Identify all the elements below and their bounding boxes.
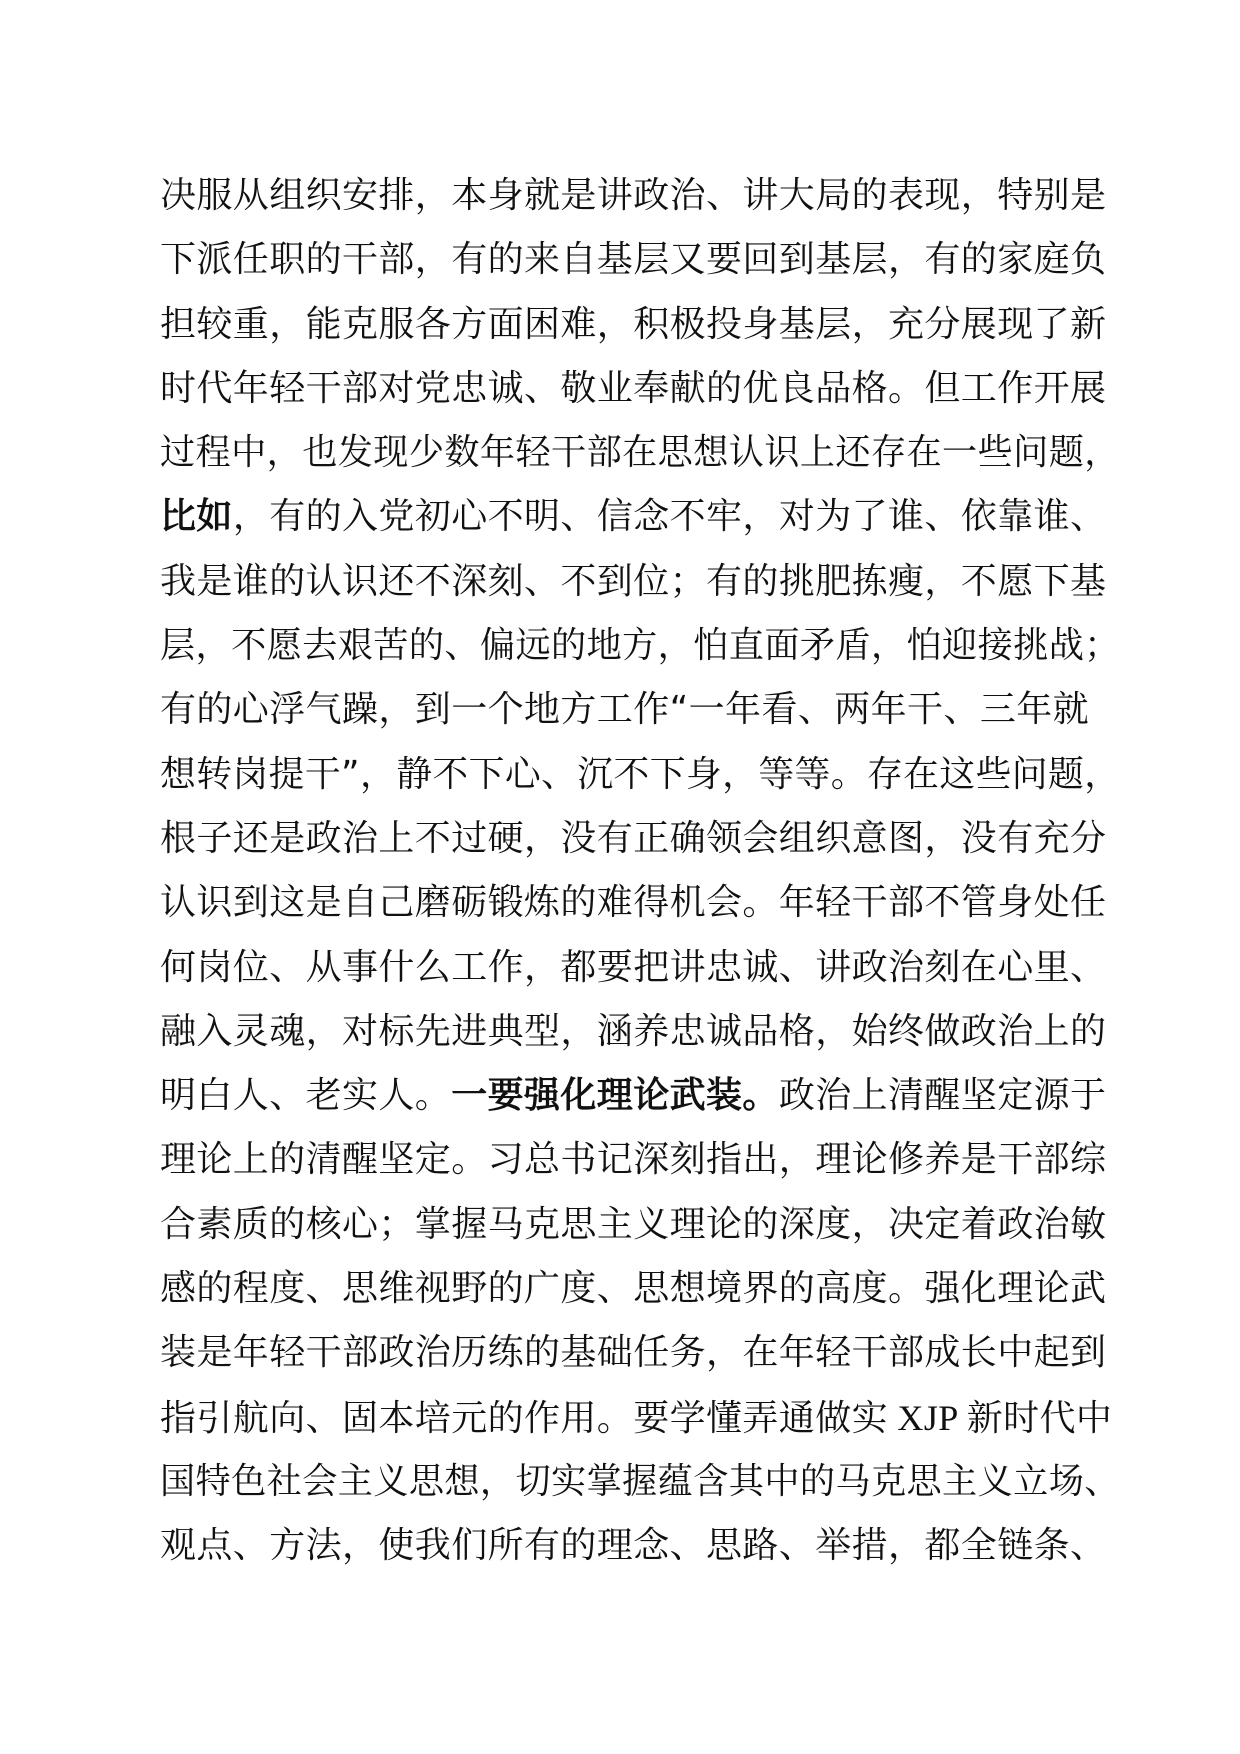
text-run: 指引航向、固本培元的作用。要学懂弄通做实: [160, 1397, 889, 1439]
text-line: [160, 936, 1120, 1000]
text-run: 装是年轻干部政治历练的基础任务，在年轻干部成长中起到: [160, 1332, 1107, 1374]
text-line: [160, 1128, 1120, 1192]
bold-run: 比如: [160, 496, 233, 538]
text-run: 新时代中: [966, 1397, 1113, 1439]
text-run: 想转岗提干”，静不下心、沉不下身，等等。存在这些问题，: [160, 753, 1121, 795]
text-run: 明白人、老实人。: [160, 1075, 452, 1117]
text-line: [160, 357, 1120, 421]
text-line: [160, 678, 1120, 742]
text-run: 时代年轻干部对党忠诚、敬业奉献的优良品格。但工作开展: [160, 367, 1107, 409]
text-run: 观点、方法，使我们所有的理念、思路、举措，都全链条、: [160, 1525, 1107, 1567]
text-line: [160, 743, 1121, 807]
text-line: [160, 1514, 1120, 1578]
text-run: 合素质的核心；掌握马克思主义理论的深度，决定着政治敏: [160, 1203, 1107, 1245]
text-line: [160, 1064, 1120, 1128]
text-line: [160, 614, 1120, 678]
text-run: 我是谁的认识还不深刻、不到位；有的挑肥拣瘦，不愿下基: [160, 560, 1107, 602]
bold-run: 一要强化理论武装。: [451, 1075, 779, 1117]
text-line: [160, 871, 1120, 935]
text-run: ，有的入党初心不明、信念不牢，对为了谁、依靠谁、: [232, 496, 1107, 538]
text-line: [160, 293, 1120, 357]
text-line: [160, 1193, 1120, 1257]
text-line: [160, 807, 1120, 871]
text-line: [160, 228, 1120, 292]
latin-run: XJP: [888, 1397, 967, 1438]
text-run: 过程中，也发现少数年轻干部在思想认识上还存在一些问题，: [160, 432, 1120, 474]
text-line: [160, 164, 1120, 228]
text-run: 认识到这是自己磨砺锻炼的难得机会。年轻干部不管身处任: [160, 882, 1107, 924]
text-line: [160, 1321, 1120, 1385]
body-paragraph: [160, 164, 1120, 1579]
text-line: [160, 1386, 1120, 1450]
text-line: [160, 1450, 1120, 1514]
text-run: 有的心浮气躁，到一个地方工作“一年看、两年干、三年就: [160, 689, 1090, 731]
text-run: 国特色社会主义思想，切实掌握蕴含其中的马克思主义立场、: [160, 1460, 1120, 1502]
text-line: [160, 1257, 1120, 1321]
text-run: 根子还是政治上不过硬，没有正确领会组织意图，没有充分: [160, 817, 1107, 859]
text-line: [160, 1000, 1120, 1064]
text-line: [160, 550, 1120, 614]
text-run: 融入灵魂，对标先进典型，涵养忠诚品格，始终做政治上的: [160, 1010, 1107, 1052]
text-run: 担较重，能克服各方面困难，积极投身基层，充分展现了新: [160, 303, 1107, 345]
text-run: 政治上清醒坚定源于: [778, 1075, 1107, 1117]
text-line: [160, 421, 1120, 485]
text-line: [160, 485, 1120, 549]
text-run: 下派任职的干部，有的来自基层又要回到基层，有的家庭负: [160, 239, 1107, 281]
text-run: 何岗位、从事什么工作，都要把讲忠诚、讲政治刻在心里、: [160, 946, 1107, 988]
text-run: 感的程度、思维视野的广度、思想境界的高度。强化理论武: [160, 1268, 1107, 1310]
text-run: 层，不愿去艰苦的、偏远的地方，怕直面矛盾，怕迎接挑战；: [160, 625, 1120, 667]
text-run: 决服从组织安排，本身就是讲政治、讲大局的表现，特别是: [160, 175, 1107, 216]
text-run: 理论上的清醒坚定。习总书记深刻指出，理论修养是干部综: [160, 1139, 1107, 1181]
